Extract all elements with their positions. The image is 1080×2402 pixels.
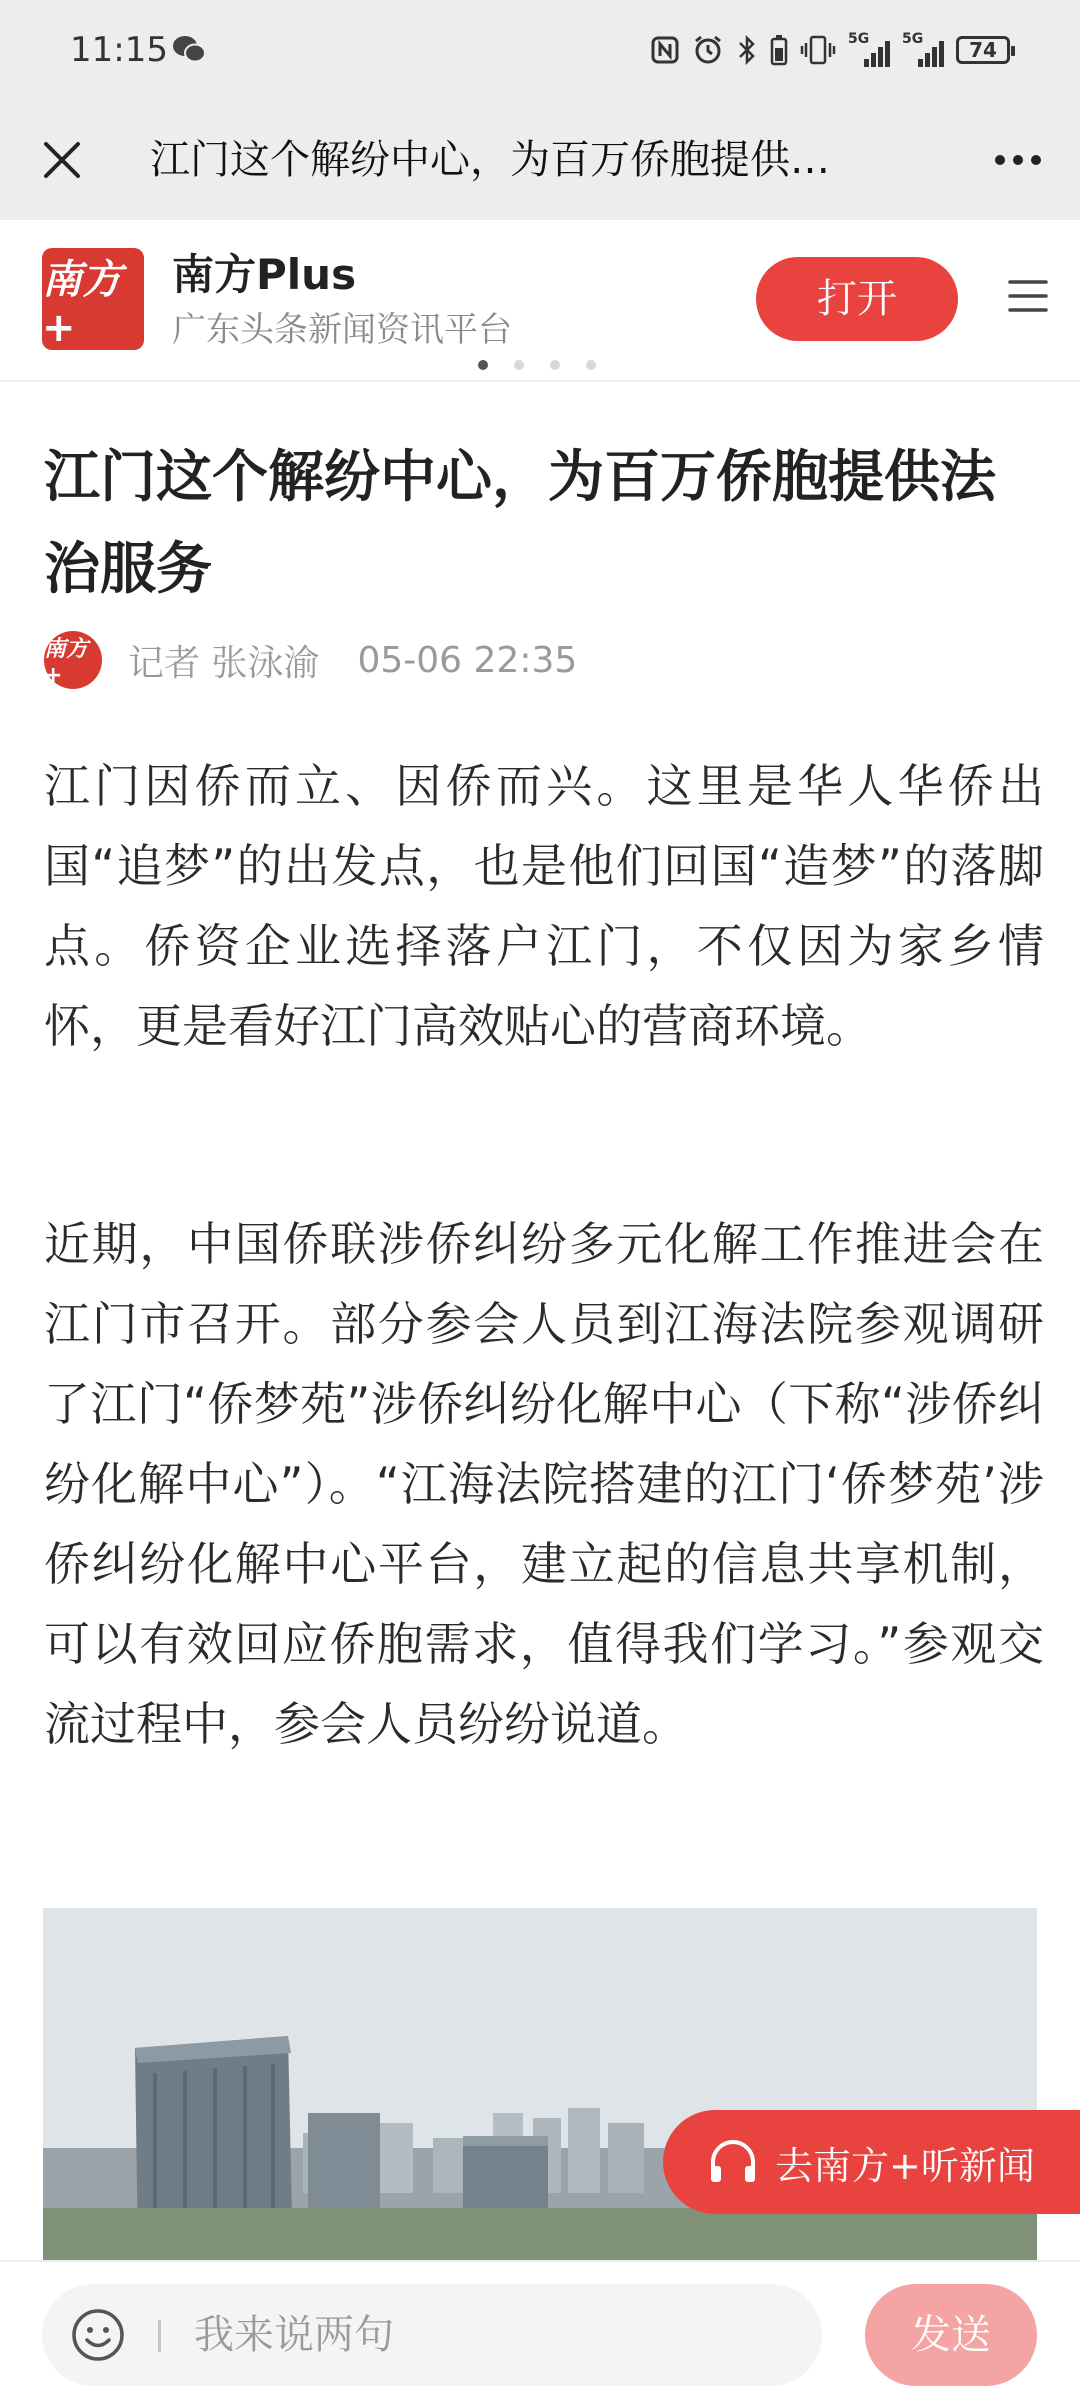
listen-news-button[interactable] [663, 2110, 1080, 2214]
open-app-button[interactable]: 打开 [756, 257, 958, 341]
comment-input[interactable] [42, 2284, 822, 2386]
comment-placeholder: 我来说两句 [194, 2312, 394, 2358]
article-paragraph: 江门因侨而立、因侨而兴。这里是华人华侨出国“追梦”的出发点，也是他们回国“造梦”的落脚点。侨资企业选择落户江门，不仅因为家乡情怀，更是看好江门高效贴心的营商环境。 [44, 759, 1044, 1053]
alarm-icon [692, 34, 724, 66]
network-label-1: 5G [848, 31, 870, 47]
banner-pagination [478, 360, 596, 370]
author-name: 记者 张泳渝 [128, 642, 320, 684]
pagination-dot [478, 360, 488, 370]
article-byline [44, 630, 577, 690]
pagination-dot [550, 360, 560, 370]
pagination-dot [514, 360, 524, 370]
article-paragraph: 近期，中国侨联涉侨纠纷多元化解工作推进会在江门市召开。部分参会人员到江海法院参观调研了江门“侨梦苑”涉侨纠纷化解中心（下称“涉侨纠纷化解中心”）。“江海法院搭建的江门‘侨梦苑’涉侨纠纷化解中心平台，建立起的信息共享机制，可以有效回应侨胞需求，值得我们学习。”参观交流过程中，参会人员纷纷说道。 [44, 1217, 1044, 1751]
wechat-icon [172, 34, 206, 64]
status-bar [0, 0, 1080, 100]
nav-title: 江门这个解纷中心，为百万侨胞提供… [150, 137, 830, 183]
input-divider [158, 2320, 161, 2352]
listen-news-label: 去南方+听新闻 [775, 2143, 1035, 2188]
send-button[interactable]: 发送 [865, 2284, 1037, 2386]
pagination-dot [586, 360, 596, 370]
app-name: 南方Plus [172, 250, 357, 299]
author-avatar[interactable]: 南方+ [44, 631, 102, 689]
publish-time: 05-06 22:35 [357, 639, 578, 681]
app-slogan: 广东头条新闻资讯平台 [172, 310, 512, 350]
battery-saver-icon [770, 34, 788, 66]
nav-bar [0, 100, 1080, 220]
menu-icon[interactable] [1004, 272, 1052, 320]
status-icons [650, 30, 1010, 70]
vibrate-icon [800, 34, 836, 66]
signal-icon-1 [848, 33, 890, 67]
app-download-banner [0, 220, 1080, 382]
signal-icon-2 [902, 33, 944, 67]
battery-level: 74 [969, 38, 997, 62]
nfc-icon [650, 35, 680, 65]
network-label-2: 5G [902, 31, 924, 47]
battery-indicator [956, 36, 1010, 64]
article-title: 江门这个解纷中心，为百万侨胞提供法治服务 [44, 445, 996, 602]
bluetooth-icon [736, 34, 758, 66]
comment-bar [0, 2260, 1080, 2402]
headphones-icon [705, 2134, 761, 2190]
close-icon[interactable] [30, 128, 94, 192]
app-logo: 南方+ [42, 248, 144, 350]
emoji-icon[interactable] [70, 2307, 126, 2363]
more-options-icon[interactable] [986, 128, 1050, 192]
status-time: 11:15 [70, 30, 168, 70]
